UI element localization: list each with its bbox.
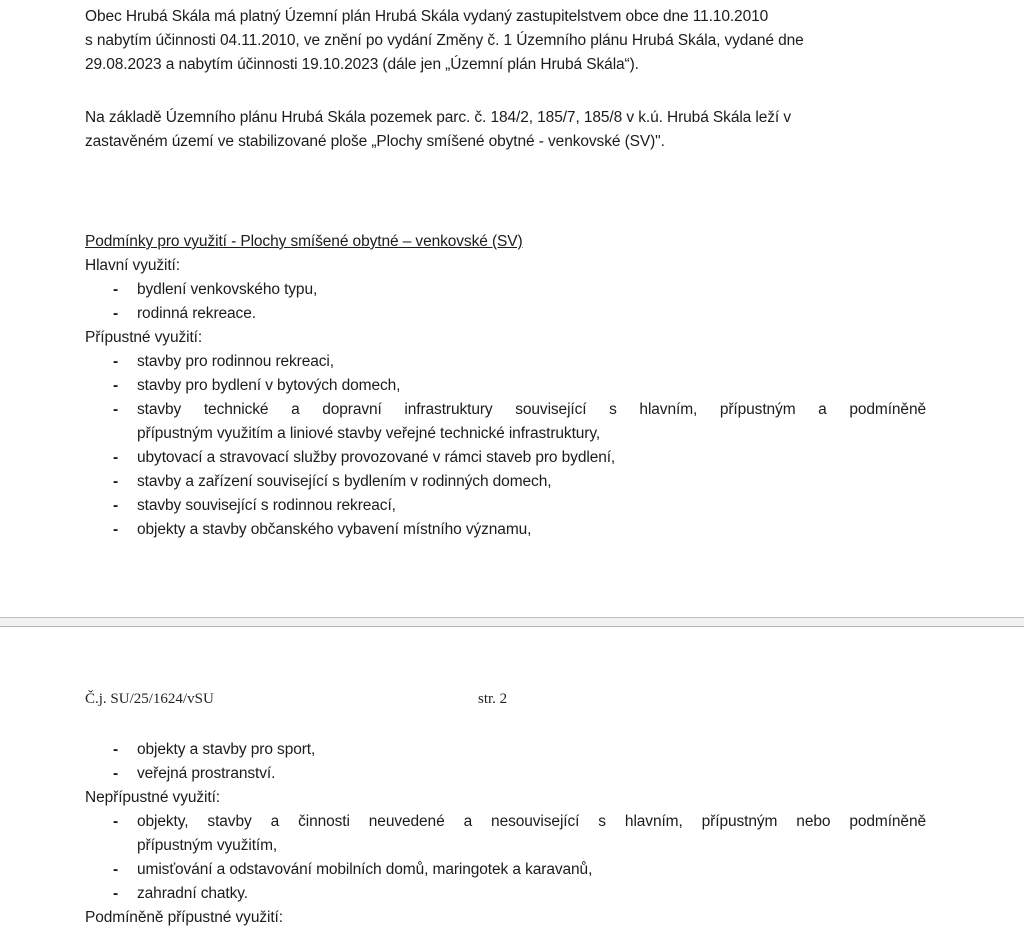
list-item-text: veřejná prostranství. <box>137 765 276 782</box>
list-item <box>113 398 926 446</box>
page-2-header <box>85 691 926 711</box>
list-item-text: stavby související s rodinnou rekreací, <box>137 497 396 514</box>
paragraph-line: s nabytím účinnosti 04.11.2010, ve znění po vydání Změny č. 1 Územního plánu Hrubá Skála, vydané dne <box>85 32 804 49</box>
list-item <box>113 810 926 858</box>
bullet-dash-icon: - <box>113 473 119 490</box>
list-item-text: objekty a stavby pro sport, <box>137 741 316 758</box>
bullet-dash-icon: - <box>113 449 119 466</box>
list-item-text: objekty a stavby občanského vybavení místního významu, <box>137 521 532 538</box>
list-item <box>113 470 926 494</box>
impermissible-use-label: Nepřípustné využití: <box>85 789 220 806</box>
list-item-text: přípustným využitím a liniové stavby veřejné technické infrastruktury, <box>137 425 601 442</box>
list-item <box>113 278 926 302</box>
list-item-text: ubytovací a stravovací služby provozované v rámci staveb pro bydlení, <box>137 449 616 466</box>
list-item <box>113 858 926 882</box>
bullet-dash-icon: - <box>113 765 119 782</box>
list-item-text: přípustným využitím, <box>137 837 278 854</box>
list-item-text: stavby pro rodinnou rekreaci, <box>137 353 334 370</box>
list-item-text: rodinná rekreace. <box>137 305 256 322</box>
list-item-text: stavby pro bydlení v bytových domech, <box>137 377 401 394</box>
bullet-dash-icon: - <box>113 377 119 394</box>
main-use-label: Hlavní využití: <box>85 257 180 274</box>
bullet-dash-icon: - <box>113 741 119 758</box>
file-number: Č.j. SU/25/1624/vSU <box>85 691 214 707</box>
bullet-dash-icon: - <box>113 305 119 322</box>
paragraph-line: zastavěném území ve stabilizované ploše „Plochy smíšené obytné - venkovské (SV)". <box>85 133 665 150</box>
list-item <box>113 762 926 786</box>
list-item <box>113 518 926 542</box>
intro-paragraph <box>85 5 926 77</box>
document-page-2 <box>0 626 1024 926</box>
bullet-dash-icon: - <box>113 885 119 902</box>
paragraph-line: Obec Hrubá Skála má platný Územní plán Hrubá Skála vydaný zastupitelstvem obce dne 11.10.2010 <box>85 8 769 25</box>
list-item <box>113 446 926 470</box>
permissible-use-label: Přípustné využití: <box>85 329 203 346</box>
page-number: str. 2 <box>478 691 508 707</box>
bullet-dash-icon: - <box>113 497 119 514</box>
list-item <box>113 882 926 906</box>
list-item-text: bydlení venkovského typu, <box>137 281 318 298</box>
conditions-heading-text: Podmínky pro využití - Plochy smíšené obytné – venkovské (SV) <box>85 233 523 250</box>
paragraph-line: Na základě Územního plánu Hrubá Skála pozemek parc. č. 184/2, 185/7, 185/8 v k.ú. Hrubá Skála leží v <box>85 109 791 126</box>
page-separator <box>0 618 1024 626</box>
bullet-dash-icon: - <box>113 353 119 370</box>
list-item-text: stavby a zařízení související s bydlením v rodinných domech, <box>137 473 552 490</box>
list-item-text: zahradní chatky. <box>137 885 248 902</box>
permissible-use-list <box>85 350 926 542</box>
permissible-use-list-continued <box>85 738 926 786</box>
list-item-text: stavby technické a dopravní infrastruktury související s hlavním, přípustným a podmíněně <box>137 401 926 418</box>
list-item <box>113 350 926 374</box>
conditional-use-label: Podmíněně přípustné využití: <box>85 909 283 926</box>
list-item <box>113 374 926 398</box>
list-item <box>113 302 926 326</box>
paragraph-line: 29.08.2023 a nabytím účinnosti 19.10.2023 (dále jen „Územní plán Hrubá Skála“). <box>85 56 639 73</box>
list-item <box>113 738 926 762</box>
bullet-dash-icon: - <box>113 401 119 418</box>
bullet-dash-icon: - <box>113 521 119 538</box>
list-item <box>113 494 926 518</box>
bullet-dash-icon: - <box>113 813 119 830</box>
impermissible-use-list <box>85 810 926 906</box>
conditions-heading <box>85 230 926 254</box>
bullet-dash-icon: - <box>113 281 119 298</box>
list-item-text: umisťování a odstavování mobilních domů, maringotek a karavanů, <box>137 861 593 878</box>
main-use-list <box>85 278 926 326</box>
list-item-text: objekty, stavby a činnosti neuvedené a nesouvisející s hlavním, přípustným nebo podmíněně <box>137 813 926 830</box>
bullet-dash-icon: - <box>113 861 119 878</box>
parcel-paragraph <box>85 106 926 154</box>
